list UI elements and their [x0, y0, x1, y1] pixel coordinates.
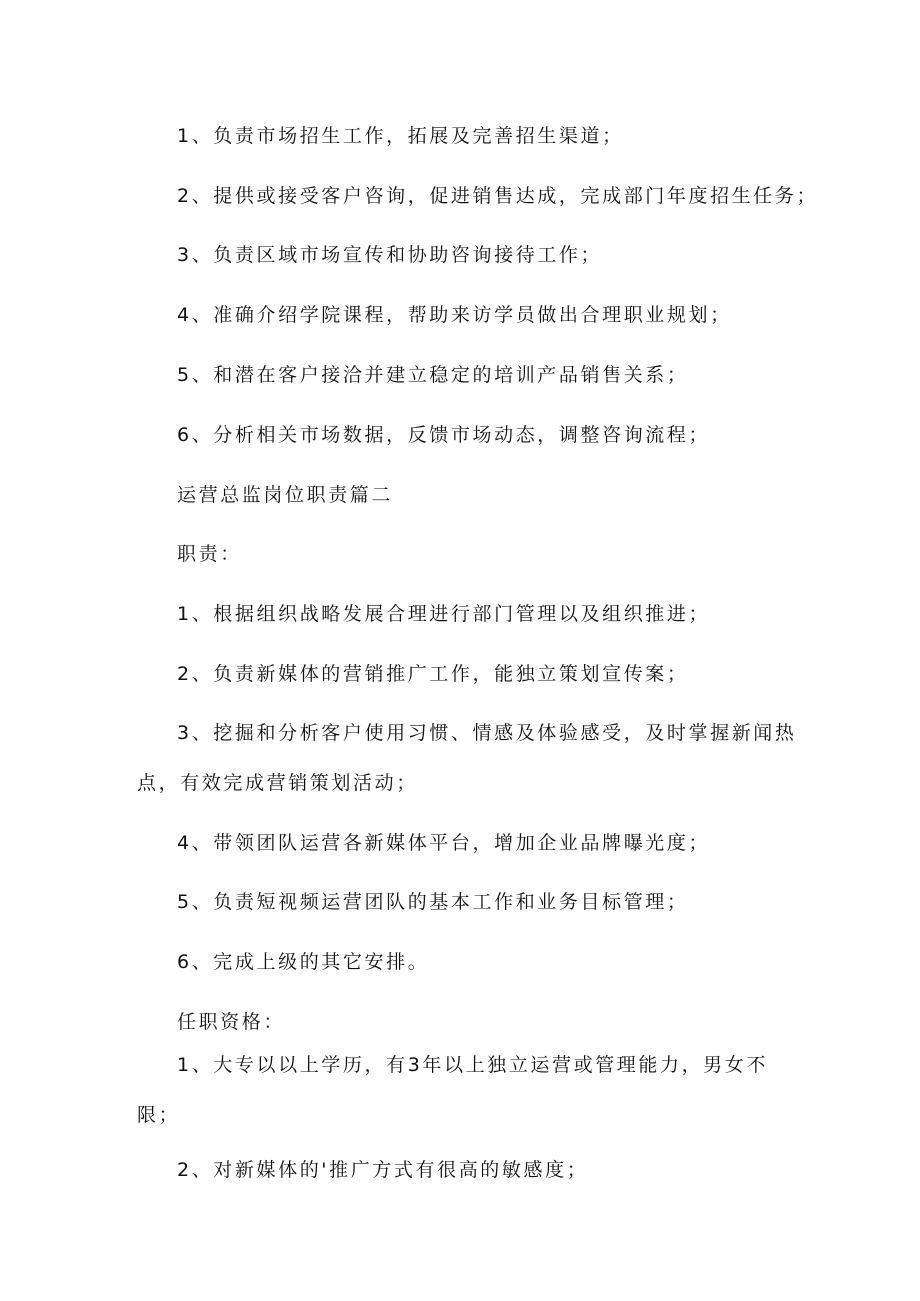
responsibility-line-4: 4、带领团队运营各新媒体平台，增加企业品牌曝光度； — [177, 832, 711, 854]
responsibility-line-5: 5、负责短视频运营团队的基本工作和业务目标管理； — [177, 891, 689, 913]
duty-line-1: 1、负责市场招生工作，拓展及完善招生渠道； — [177, 125, 624, 147]
qualification-line-1: 1、大专以以上学历，有3年以上独立运营或管理能力，男女不 — [177, 1054, 768, 1076]
duty-line-6: 6、分析相关市场数据，反馈市场动态，调整咨询流程； — [177, 424, 711, 446]
responsibilities-heading: 职责： — [177, 543, 242, 565]
duty-line-3: 3、负责区域市场宣传和协助咨询接待工作； — [177, 244, 603, 266]
responsibility-line-2: 2、负责新媒体的营销推广工作，能独立策划宣传案； — [177, 663, 689, 685]
responsibility-line-1: 1、根据组织战略发展合理进行部门管理以及组织推进； — [177, 603, 711, 625]
responsibility-line-3: 3、挖掘和分析客户使用习惯、情感及体验感受，及时掌握新闻热 — [177, 722, 797, 744]
qualification-line-2: 2、对新媒体的'推广方式有很高的敏感度； — [177, 1159, 589, 1181]
duty-line-4: 4、准确介绍学院课程，帮助来访学员做出合理职业规划； — [177, 304, 732, 326]
responsibility-line-6: 6、完成上级的其它安排。 — [177, 951, 430, 973]
duty-line-5: 5、和潜在客户接洽并建立稳定的培训产品销售关系； — [177, 364, 689, 386]
qualifications-heading: 任职资格： — [177, 1011, 286, 1033]
section-title: 运营总监岗位职责篇二 — [177, 484, 394, 506]
responsibility-line-3-continued: 点，有效完成营销策划活动； — [137, 772, 418, 794]
duty-line-2: 2、提供或接受客户咨询，促进销售达成，完成部门年度招生任务； — [177, 185, 819, 207]
qualification-line-1-continued: 限； — [137, 1104, 181, 1126]
